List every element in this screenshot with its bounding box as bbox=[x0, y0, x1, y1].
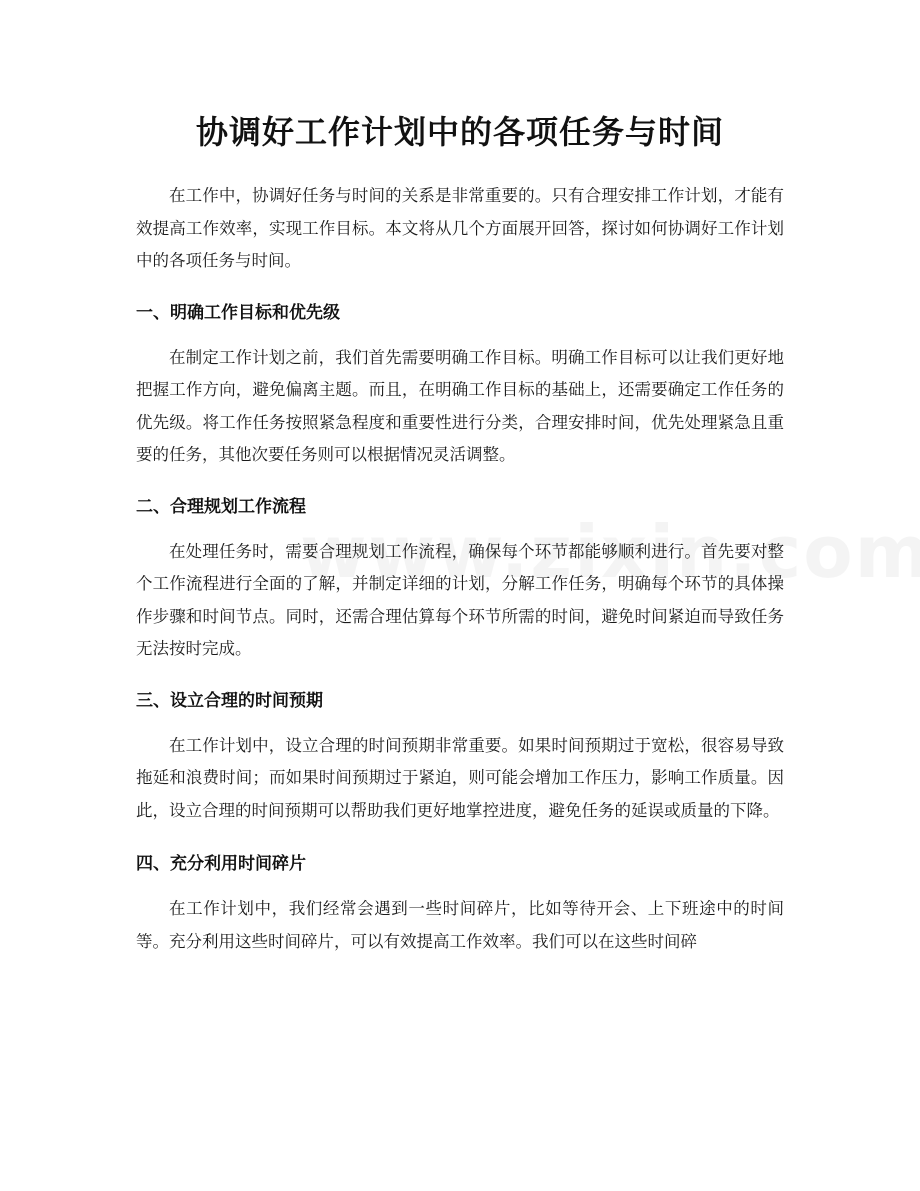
section-paragraph-4: 在工作计划中，我们经常会遇到一些时间碎片，比如等待开会、上下班途中的时间等。充分利用这些时间碎片，可以有效提高工作效率。我们可以在这些时间碎 bbox=[136, 899, 784, 951]
section-paragraph-3: 在工作计划中，设立合理的时间预期非常重要。如果时间预期过于宽松，很容易导致拖延和浪费时间；而如果时间预期过于紧迫，则可能会增加工作压力，影响工作质量。因此，设立合理的时间预期可以帮助我们更好地掌控进度，避免任务的延误或质量的下降。 bbox=[136, 735, 784, 820]
section-paragraph-2: 在处理任务时，需要合理规划工作流程，确保每个环节都能够顺利进行。首先要对整个工作流程进行全面的了解，并制定详细的计划，分解工作任务，明确每个环节的具体操作步骤和时间节点。同时，还需合理估算每个环节所需的时间，避免时间紧迫而导致任务无法按时完成。 bbox=[136, 541, 784, 658]
section-heading-3: 三、设立合理的时间预期 bbox=[136, 690, 323, 711]
document-body bbox=[136, 180, 784, 958]
section-heading-2: 二、合理规划工作流程 bbox=[136, 496, 306, 517]
section-heading-1: 一、明确工作目标和优先级 bbox=[136, 302, 340, 323]
page-title: 协调好工作计划中的各项任务与时间 bbox=[195, 113, 724, 151]
section-paragraph-1: 在制定工作计划之前，我们首先需要明确工作目标。明确工作目标可以让我们更好地把握工作方向，避免偏离主题。而且，在明确工作目标的基础上，还需要确定工作任务的优先级。将工作任务按照紧急程度和重要性进行分类，合理安排时间，优先处理紧急且重要的任务，其他次要任务则可以根据情况灵活调整。 bbox=[136, 347, 784, 464]
section-heading-4: 四、充分利用时间碎片 bbox=[136, 854, 306, 874]
intro-paragraph: 在工作中，协调好任务与时间的关系是非常重要的。只有合理安排工作计划，才能有效提高工作效率，实现工作目标。本文将从几个方面展开回答，探讨如何协调好工作计划中的各项任务与时间。 bbox=[136, 186, 784, 270]
